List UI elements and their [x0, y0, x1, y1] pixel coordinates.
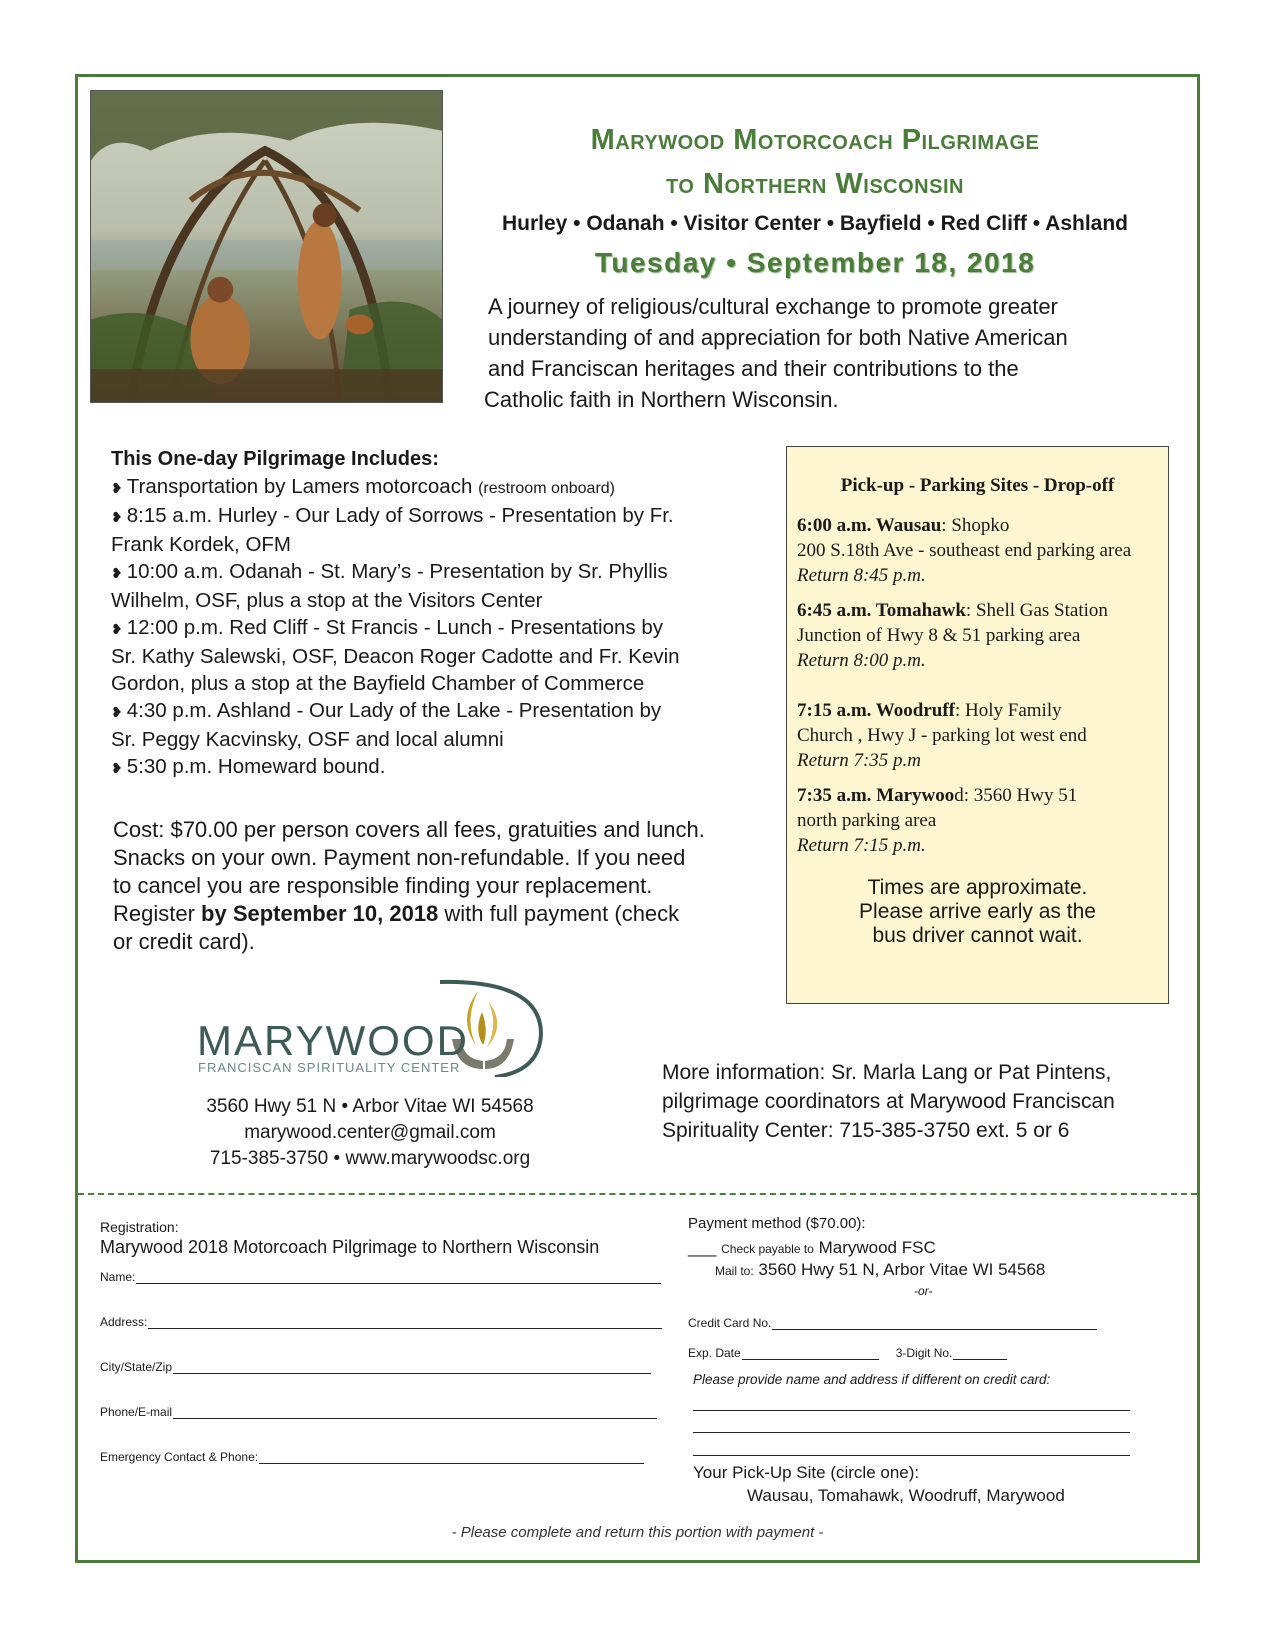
site-time: 6:45 a.m. Tomahawk — [797, 600, 966, 621]
bullet-icon: ❥ — [111, 704, 123, 720]
site-return: Return 7:35 p.m — [797, 750, 922, 771]
credit-card-field[interactable] — [688, 1316, 1097, 1330]
card-address-line[interactable] — [693, 1410, 1130, 1411]
item-text: Sr. Kathy Salewski, OSF, Deacon Roger Cadotte and Fr. Kevin — [111, 645, 680, 668]
logo-wordmark: MARYWOOD — [197, 1017, 469, 1064]
field-line[interactable] — [953, 1348, 1007, 1360]
item-text: 10:00 a.m. Odanah - St. Mary’s - Presentation by Sr. Phyllis — [126, 560, 668, 583]
pickup-site-tomahawk — [797, 598, 1158, 673]
bullet-icon: ❥ — [111, 760, 123, 776]
item-text: 12:00 p.m. Red Cliff - St Francis - Lunch - Presentations by — [126, 616, 664, 639]
intro-line: understanding of and appreciation for both Native American — [488, 325, 1068, 350]
item-text: Sr. Peggy Kacvinsky, OSF and local alumni — [111, 728, 504, 751]
return-note: - Please complete and return this portion with payment - — [451, 1524, 824, 1541]
pickup-site-options[interactable]: Wausau, Tomahawk, Woodruff, Marywood — [747, 1486, 1065, 1505]
item-note: (restroom onboard) — [478, 480, 616, 497]
contact-phone-web: 715-385-3750 • www.marywoodsc.org — [209, 1148, 531, 1169]
item-text: Transportation by Lamers motorcoach — [126, 475, 473, 498]
city-state-zip-field[interactable] — [100, 1360, 651, 1374]
event-date: Tuesday • September 18, 2018 — [594, 247, 1036, 278]
intro-line: and Franciscan heritages and their contributions to the — [488, 356, 1019, 381]
site-return: Return 7:15 p.m. — [797, 835, 926, 856]
registration-event: Marywood 2018 Motorcoach Pilgrimage to Northern Wisconsin — [100, 1237, 600, 1257]
site-place: : Shopko — [941, 515, 1010, 536]
address-field[interactable] — [100, 1315, 662, 1329]
bullet-icon: ❥ — [111, 480, 123, 496]
field-line[interactable] — [772, 1318, 1097, 1330]
cost-line: to cancel you are responsible finding your replacement. — [113, 873, 653, 898]
registration-header — [100, 1217, 599, 1257]
event-title — [470, 118, 1160, 206]
exp-date-field[interactable] — [688, 1346, 1007, 1360]
cut-line-divider — [78, 1193, 1197, 1195]
includes-item — [111, 502, 761, 531]
includes-list — [111, 473, 761, 782]
field-label: Exp. Date — [688, 1346, 741, 1360]
site-time: 6:00 a.m. Wausau — [797, 515, 942, 536]
includes-item-cont — [111, 643, 761, 670]
item-text: Wilhelm, OSF, plus a stop at the Visitors Center — [111, 589, 543, 612]
cost-line: or credit card). — [113, 929, 255, 954]
pickup-site-woodruff — [797, 698, 1158, 773]
more-info-line: More information: Sr. Marla Lang or Pat Pintens, — [662, 1061, 1112, 1084]
bullet-icon: ❥ — [111, 565, 123, 581]
title-line-1: Marywood Motorcoach Pilgrimage — [590, 124, 1040, 156]
bullet-icon: ❥ — [111, 509, 123, 525]
field-label: Address: — [100, 1315, 148, 1329]
card-address-line[interactable] — [693, 1455, 1130, 1456]
native-village-photo — [90, 90, 443, 403]
site-place: : Shell Gas Station — [965, 600, 1108, 621]
register-line — [113, 900, 773, 928]
check-payee: Marywood FSC — [818, 1238, 936, 1257]
pickup-title: Pick-up - Parking Sites - Drop-off — [840, 475, 1115, 496]
registration-label: Registration: — [100, 1219, 179, 1235]
includes-item-cont — [111, 670, 761, 697]
site-detail: north parking area — [797, 810, 937, 831]
includes-item — [111, 473, 761, 502]
includes-item — [111, 697, 761, 726]
field-line[interactable] — [259, 1450, 644, 1464]
payment-header: Payment method ($70.00): — [688, 1215, 866, 1232]
field-line[interactable] — [173, 1360, 651, 1374]
phone-email-field[interactable] — [100, 1405, 657, 1419]
cost-line: Snacks on your own. Payment non-refundable. If you need — [113, 845, 686, 870]
title-line-2: to Northern Wisconsin — [666, 168, 964, 200]
site-return: Return 8:00 p.m. — [797, 650, 926, 671]
includes-item — [111, 614, 761, 643]
includes-item-cont — [111, 531, 761, 558]
includes-item-cont — [111, 587, 761, 614]
towns-list: Hurley • Odanah • Visitor Center • Bayfield • Red Cliff • Ashland — [501, 212, 1129, 235]
more-info — [662, 1058, 1182, 1145]
contact-block — [170, 1094, 570, 1172]
mail-label: Mail to: — [715, 1264, 754, 1278]
field-label: 3-Digit No. — [895, 1346, 953, 1360]
includes-item-cont — [111, 726, 761, 753]
pickup-site-label: Your Pick-Up Site (circle one): — [693, 1463, 920, 1482]
includes-item — [111, 753, 761, 782]
emergency-contact-field[interactable] — [100, 1450, 644, 1464]
logo-subtitle: FRANCISCAN SPIRITUALITY CENTER — [198, 1060, 461, 1075]
more-info-line: Spirituality Center: 715-385-3750 ext. 5 or 6 — [662, 1119, 1070, 1142]
site-place: : Holy Family — [954, 700, 1062, 721]
includes-title: This One-day Pilgrimage Includes: — [111, 448, 439, 470]
or-separator: -or- — [914, 1284, 933, 1298]
contact-address: 3560 Hwy 51 N • Arbor Vitae WI 54568 — [206, 1096, 534, 1117]
site-return: Return 8:45 p.m. — [797, 565, 926, 586]
field-label: City/State/Zip — [100, 1360, 173, 1374]
pickup-site-marywood — [797, 783, 1158, 858]
register-post: with full payment (check — [438, 901, 680, 926]
mail-to — [715, 1260, 1045, 1280]
field-line[interactable] — [136, 1270, 661, 1284]
note-line: Times are approximate. — [867, 876, 1088, 899]
site-place: d: 3560 Hwy 51 — [954, 785, 1078, 806]
intro-line: Catholic faith in Northern Wisconsin. — [484, 387, 839, 412]
item-text: 4:30 p.m. Ashland - Our Lady of the Lake - Presentation by — [126, 699, 662, 722]
card-address-note: Please provide name and address if different on credit card: — [693, 1372, 1051, 1387]
field-label: Credit Card No. — [688, 1316, 772, 1330]
item-text: Gordon, plus a stop at the Bayfield Chamber of Commerce — [111, 672, 645, 695]
card-address-line[interactable] — [693, 1432, 1130, 1433]
cost-line: Cost: $70.00 per person covers all fees, gratuities and lunch. — [113, 817, 705, 842]
intro-line: A journey of religious/cultural exchange to promote greater — [488, 294, 1058, 319]
more-info-line: pilgrimage coordinators at Marywood Franciscan — [662, 1090, 1115, 1113]
contact-email: marywood.center@gmail.com — [244, 1122, 496, 1143]
site-time: 7:35 a.m. Marywoo — [797, 785, 955, 806]
pickup-site-wausau — [797, 513, 1158, 588]
pickup-box — [786, 446, 1169, 1004]
item-text: 8:15 a.m. Hurley - Our Lady of Sorrows - Presentation by Fr. — [126, 504, 674, 527]
pickup-note — [797, 876, 1158, 948]
includes-item — [111, 558, 761, 587]
field-line[interactable] — [742, 1348, 879, 1360]
site-detail: Junction of Hwy 8 & 51 parking area — [797, 625, 1081, 646]
field-line[interactable] — [173, 1405, 657, 1419]
item-text: Frank Kordek, OFM — [111, 533, 291, 556]
register-pre: Register — [113, 901, 202, 926]
field-label: Name: — [100, 1270, 136, 1284]
check-blank[interactable]: ___ — [688, 1238, 717, 1257]
site-detail: Church , Hwy J - parking lot west end — [797, 725, 1087, 746]
register-deadline: by September 10, 2018 — [201, 901, 439, 926]
field-line[interactable] — [148, 1315, 662, 1329]
check-label: Check payable to — [721, 1242, 814, 1256]
check-option[interactable] — [688, 1238, 936, 1258]
item-text: 5:30 p.m. Homeward bound. — [126, 755, 386, 778]
field-label: Emergency Contact & Phone: — [100, 1450, 259, 1464]
field-label: Phone/E-mail — [100, 1405, 173, 1419]
site-time: 7:15 a.m. Woodruff — [797, 700, 955, 721]
intro-paragraph — [484, 291, 1158, 415]
cost-paragraph — [113, 816, 773, 956]
name-field[interactable] — [100, 1270, 661, 1284]
site-detail: 200 S.18th Ave - southeast end parking area — [797, 540, 1132, 561]
mail-address: 3560 Hwy 51 N, Arbor Vitae WI 54568 — [758, 1260, 1046, 1279]
note-line: bus driver cannot wait. — [872, 924, 1083, 947]
bullet-icon: ❥ — [111, 621, 123, 637]
note-line: Please arrive early as the — [859, 900, 1096, 923]
